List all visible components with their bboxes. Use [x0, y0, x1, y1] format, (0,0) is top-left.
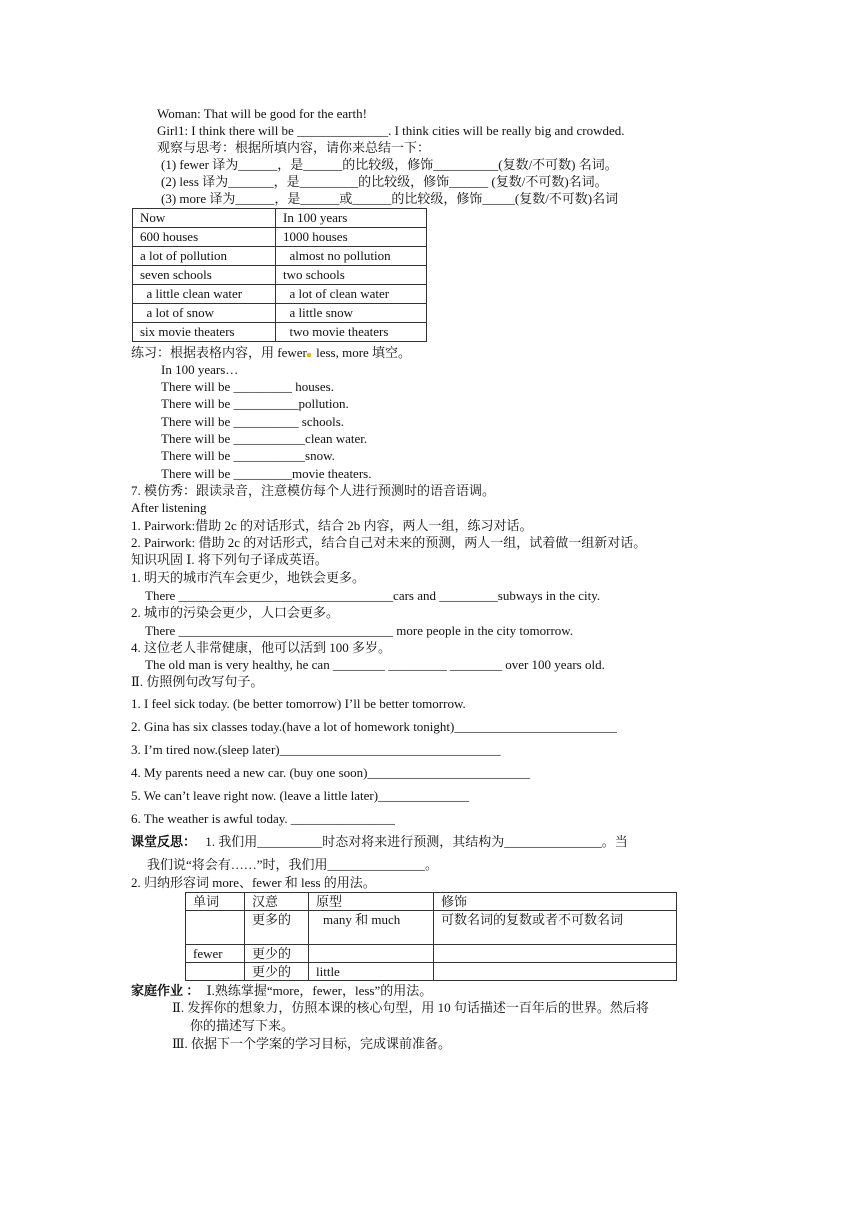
knowledge-title: 知识巩固 Ⅰ. 将下列句子译成英语。 — [131, 552, 328, 567]
dialogue-woman: Woman: That will be good for the earth! — [157, 106, 367, 121]
table-row — [133, 304, 427, 323]
rewrite-line: 6. The weather is awful today. ________________ — [131, 811, 395, 826]
table-cell: a lot of clean water — [276, 285, 427, 304]
practice-line: There will be _________movie theaters. — [161, 466, 372, 481]
homework-item-2a: Ⅱ. 发挥你的想象力，仿照本课的核心句型，用 10 句话描述一百年后的世界。然后将 — [172, 1000, 649, 1015]
practice-title-b: less, more 填空。 — [316, 345, 412, 360]
observe-item-2: (2) less 译为_______，是_________的比较级，修饰______ (复数/不可数)名词。 — [161, 174, 608, 189]
practice-line: There will be __________ schools. — [161, 414, 345, 429]
translate-cn: 4. 这位老人非常健康，他可以活到 100 多岁。 — [131, 640, 392, 655]
table-cell: a little clean water — [133, 285, 276, 304]
table-cell — [309, 945, 434, 963]
reflection-line-3: 2. 归纳形容词 more、fewer 和 less 的用法。 — [131, 875, 376, 890]
table-row — [186, 963, 677, 981]
table-cell — [434, 945, 677, 963]
table-cell: six movie theaters — [133, 323, 276, 342]
after-listening-title: After listening — [131, 500, 207, 515]
dialogue-girl1: Girl1: I think there will be ______________. I think cities will be really big and crowded. — [157, 123, 625, 138]
homework-item-3: Ⅲ. 依据下一个学案的学习目标，完成课前准备。 — [172, 1036, 452, 1051]
practice-line: There will be __________pollution. — [161, 396, 349, 411]
rewrite-line: 2. Gina has six classes today.(have a lot of homework tonight)_________________________ — [131, 719, 617, 734]
practice-line: There will be _________ houses. — [161, 379, 334, 394]
section-7: 7. 模仿秀：跟读录音，注意模仿每个人进行预测时的语音语调。 — [131, 483, 496, 498]
table-row — [186, 945, 677, 963]
table-header: 单词 — [186, 893, 245, 911]
dot-mark-icon — [307, 353, 311, 357]
table-cell: 可数名词的复数或者不可数名词 — [434, 911, 677, 945]
table-header-row — [186, 893, 677, 911]
rewrite-line: 5. We can’t leave right now. (leave a little later)______________ — [131, 788, 470, 803]
homework-item-2b: 你的描述写下来。 — [190, 1018, 295, 1033]
practice-line: There will be ___________clean water. — [161, 431, 368, 446]
after-listening-item: 2. Pairwork: 借助 2c 的对话形式，结合自己对未来的预测，两人一组，试着做一组新对话。 — [131, 535, 647, 550]
table-cell: 更少的 — [245, 945, 309, 963]
table-cell — [186, 911, 245, 945]
table-cell: many 和 much — [309, 911, 434, 945]
table-cell: little — [309, 963, 434, 981]
practice-title — [131, 345, 411, 361]
table-cell — [186, 963, 245, 981]
table-cell: 更少的 — [245, 963, 309, 981]
after-listening-item: 1. Pairwork:借助 2c 的对话形式，结合 2b 内容，两人一组，练习对话。 — [131, 518, 533, 533]
homework-line-1 — [131, 983, 432, 999]
table-cell: 1000 houses — [276, 228, 427, 247]
table-row — [133, 247, 427, 266]
observe-item-1: (1) fewer 译为______，是______的比较级，修饰__________(复数/不可数) 名词。 — [161, 157, 618, 172]
table-row — [133, 285, 427, 304]
table-cell: almost no pollution — [276, 247, 427, 266]
table-cell: two movie theaters — [276, 323, 427, 342]
table-row — [133, 228, 427, 247]
translate-en: There _________________________________ more people in the city tomorrow. — [145, 623, 574, 638]
table-cell: seven schools — [133, 266, 276, 285]
usage-table — [185, 892, 677, 981]
translate-en: There _________________________________cars and _________subways in the city. — [145, 588, 601, 603]
homework-item-1: Ⅰ.熟练掌握“more，fewer，less”的用法。 — [206, 983, 433, 998]
table-cell: 更多的 — [245, 911, 309, 945]
table-cell: 600 houses — [133, 228, 276, 247]
table-cell: a little snow — [276, 304, 427, 323]
reflection-label: 课堂反思： — [131, 834, 197, 849]
table-cell: a lot of snow — [133, 304, 276, 323]
practice-intro: In 100 years… — [161, 362, 239, 377]
table-row — [133, 209, 427, 228]
table-cell: Now — [133, 209, 276, 228]
table-cell: a lot of pollution — [133, 247, 276, 266]
translate-cn: 1. 明天的城市汽车会更少，地铁会更多。 — [131, 570, 366, 585]
comparison-table — [132, 208, 427, 342]
practice-title-a: 练习：根据表格内容，用 fewer — [131, 345, 307, 360]
table-cell — [434, 963, 677, 981]
table-cell: two schools — [276, 266, 427, 285]
observe-title: 观察与思考：根据所填内容，请你来总结一下： — [157, 140, 431, 155]
table-row — [186, 911, 677, 945]
reflection-line-2: 我们说“将会有……”时，我们用_______________。 — [147, 857, 439, 872]
table-header: 汉意 — [245, 893, 309, 911]
reflection-text-1: 1. 我们用__________时态对将来进行预测，其结构为_______________。当 — [205, 834, 628, 849]
rewrite-line: 3. I’m tired now.(sleep later)__________________________________ — [131, 742, 501, 757]
reflection-line-1 — [131, 834, 628, 850]
table-row — [133, 323, 427, 342]
table-header: 修饰 — [434, 893, 677, 911]
homework-label: 家庭作业 ： — [131, 983, 200, 998]
translate-en: The old man is very healthy, he can ________ _________ ________ over 100 years old. — [145, 657, 605, 672]
table-cell: In 100 years — [276, 209, 427, 228]
translate-cn: 2. 城市的污染会更少，人口会更多。 — [131, 605, 340, 620]
table-cell: fewer — [186, 945, 245, 963]
table-header: 原型 — [309, 893, 434, 911]
rewrite-line: 1. I feel sick today. (be better tomorrow) I’ll be better tomorrow. — [131, 696, 466, 711]
observe-item-3: (3) more 译为______，是______或______的比较级，修饰_____(复数/不可数)名词 — [161, 191, 619, 206]
rewrite-line: 4. My parents need a new car. (buy one soon)_________________________ — [131, 765, 530, 780]
part2-title: Ⅱ. 仿照例句改写句子。 — [131, 674, 264, 689]
table-row — [133, 266, 427, 285]
practice-line: There will be ___________snow. — [161, 448, 335, 463]
